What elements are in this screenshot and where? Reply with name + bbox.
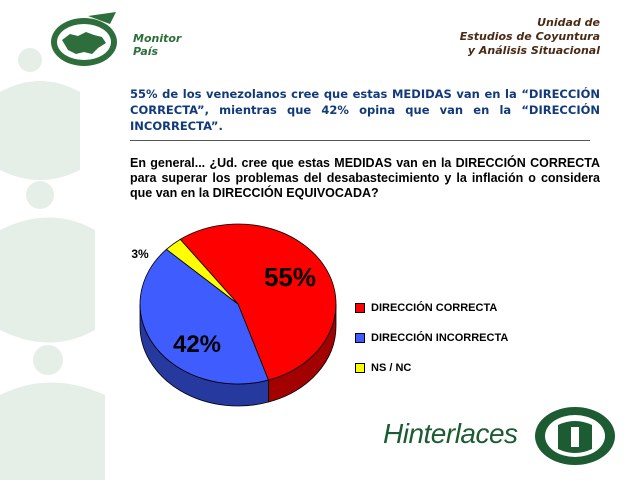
brand-line-2: País bbox=[133, 45, 159, 58]
survey-question: En general... ¿Ud. cree que estas MEDIDAS van en la DIRECCIÓN CORRECTA para superar los problemas del desabastecimiento y la inflación o considera que van en la DIRECCIÓN EQUIVOCADA? bbox=[130, 156, 600, 200]
brand-line-1: Monitor bbox=[133, 32, 182, 45]
legend-swatch-incorrecta bbox=[355, 333, 365, 343]
legend-item-correcta bbox=[355, 300, 508, 315]
unit-line-2: Estudios de Coyuntura bbox=[459, 30, 600, 43]
legend-label-nsnc: NS / NC bbox=[371, 361, 412, 374]
data-label-incorrecta: 42% bbox=[172, 331, 222, 358]
legend-label-correcta: DIRECCIÓN CORRECTA bbox=[371, 301, 498, 314]
data-label-nsnc: 3% bbox=[131, 247, 149, 261]
legend-label-incorrecta: DIRECCIÓN INCORRECTA bbox=[371, 331, 509, 344]
legend-item-incorrecta bbox=[355, 330, 508, 345]
legend-swatch-correcta bbox=[355, 303, 365, 313]
headline: 55% de los venezolanos cree que estas MEDIDAS van en la “DIRECCIÓN CORRECTA”, mientras que 42% opina que van en la “DIRECCIÓN INCORRECTA”. bbox=[130, 87, 600, 133]
chart-legend bbox=[355, 300, 508, 390]
unit-line-1: Unidad de bbox=[537, 16, 600, 29]
legend-swatch-nsnc bbox=[355, 363, 365, 373]
data-label-correcta: 55% bbox=[263, 262, 317, 292]
unit-line-3: y Análisis Situacional bbox=[467, 44, 600, 57]
hinterlaces-wordmark: Hinterlaces bbox=[383, 418, 518, 449]
legend-item-nsnc bbox=[355, 360, 508, 375]
